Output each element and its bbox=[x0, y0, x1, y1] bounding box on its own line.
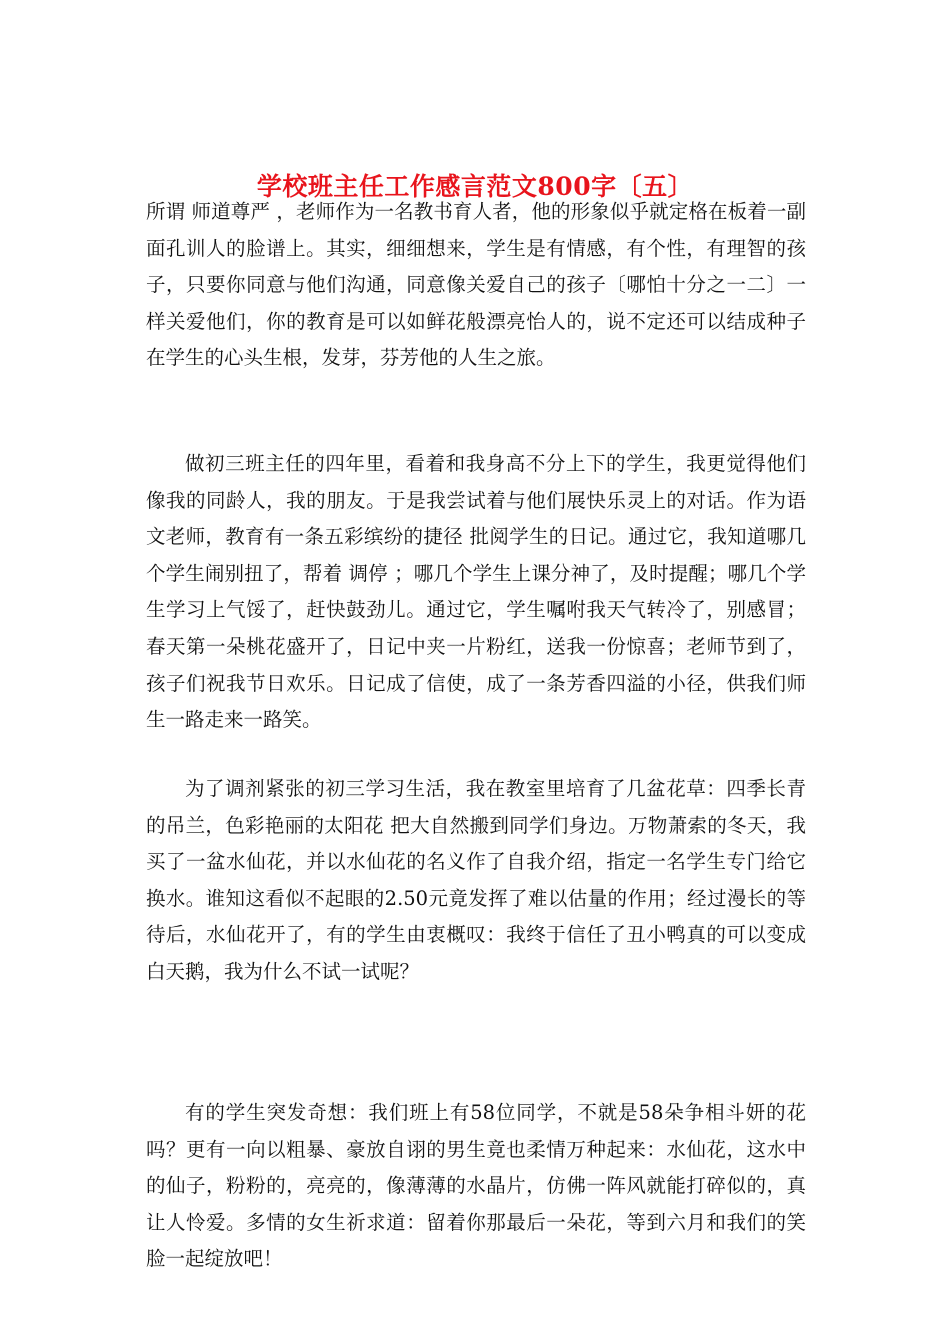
paragraph-2: 做初三班主任的四年里，看着和我身高不分上下的学生，我更觉得他们像我的同龄人，我的朋友。于是我尝试着与他们展快乐灵上的对话。作为语文老师，教育有一条五彩缤纷的捷径 批阅学生的日记。通过它，我知道哪几个学生闹别扭了，帮着 调停 ；哪几个学生上课分神了，及时提醒；哪几个学生学习上气馁了，赶快鼓劲儿。通过它，学生嘱咐我天气转冷了，别感冒；春天第一朵桃花盛开了，日记中夹一片粉红，送我一份惊喜；老师节到了，孩子们祝我节日欢乐。日记成了信使，成了一条芳香四溢的小径，供我们师生一路走来一路笑。 bbox=[146, 452, 806, 732]
paragraph-3: 为了调剂紧张的初三学习生活，我在教室里培育了几盆花草：四季长青的吊兰，色彩艳丽的太阳花 把大自然搬到同学们身边。万物萧索的冬天，我买了一盆水仙花，并以水仙花的名义作了自我介绍，指定一名学生专门给它换水。谁知这看似不起眼的2.50元竟发挥了难以估量的作用；经过漫长的等待后，水仙花开了，有的学生由衷概叹：我终于信任了丑小鸭真的可以变成白天鹅，我为什么不试一试呢？ bbox=[146, 777, 806, 983]
document-title: 学校班主任工作感言范文800字〔五〕 bbox=[256, 171, 694, 201]
paragraph-4: 有的学生突发奇想：我们班上有58位同学，不就是58朵争相斗妍的花吗？更有一向以粗暴、豪放自诩的男生竟也柔情万种起来：水仙花，这水中的仙子，粉粉的，亮亮的，像薄薄的水晶片，仿佛一阵风就能打碎似的，真让人怜爱。多情的女生祈求道：留着你那最后一朵花，等到六月和我们的笑脸一起绽放吧！ bbox=[146, 1101, 806, 1271]
paragraph-1: 所谓 师道尊严 ，老师作为一名教书育人者，他的形象似乎就定格在板着一副面孔训人的脸谱上。其实，细细想来，学生是有情感，有个性，有理智的孩子，只要你同意与他们沟通，同意像关爱自己的孩子〔哪怕十分之一二〕一样关爱他们，你的教育是可以如鲜花般漂亮怡人的，说不定还可以结成种子在学生的心头生根，发芽，芬芳他的人生之旅。 bbox=[146, 200, 806, 370]
